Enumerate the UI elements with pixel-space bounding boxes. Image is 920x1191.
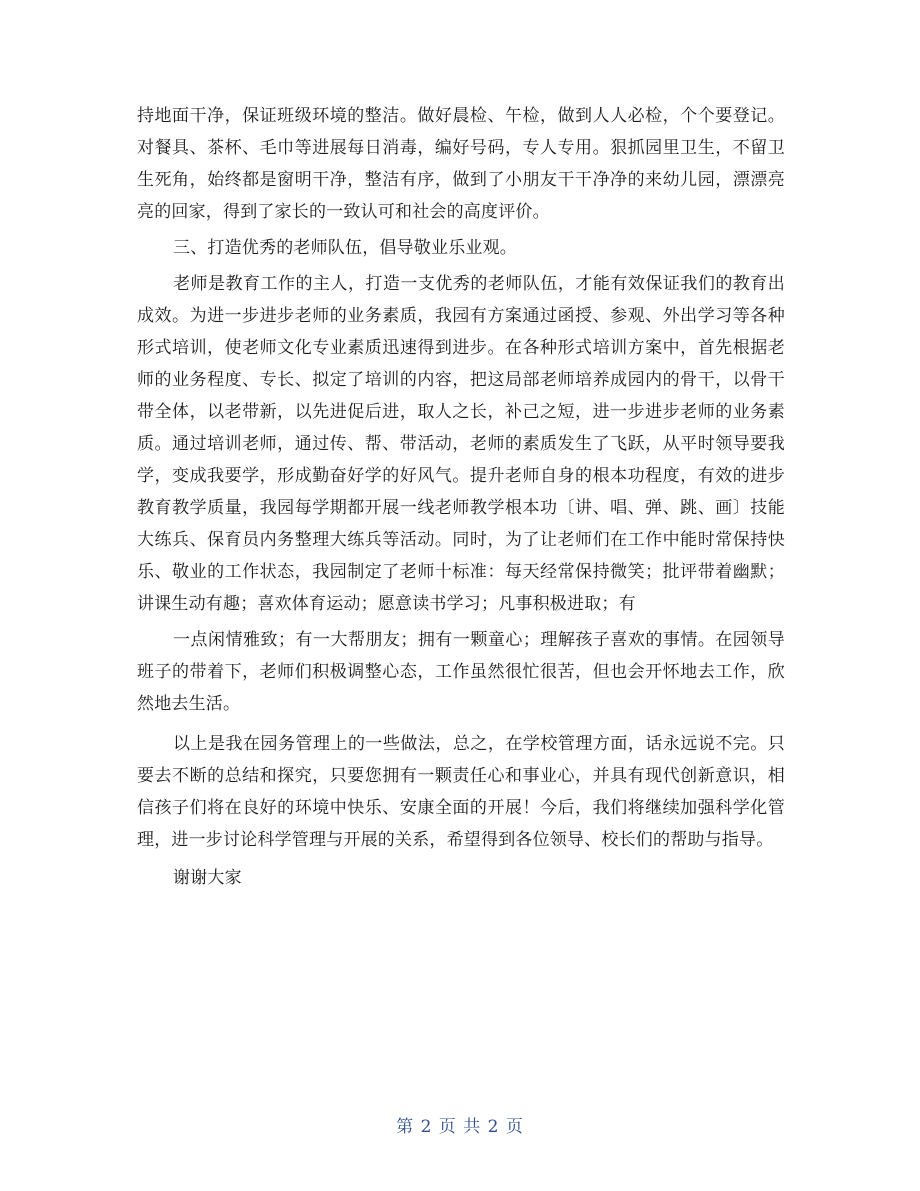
footer-total-pages: 2 bbox=[487, 1117, 500, 1137]
paragraph-conclusion: 以上是我在园务管理上的一些做法，总之，在学校管理方面，话永远说不完。只要去不断的总结和探究，只要您拥有一颗责任心和事业心，并具有现代创新意识，相信孩子们将在良好的环境中快乐、安康全面的开展！今后，我们将继续加强科学化管理，进一步讨论科学管理与开展的关系，希望得到各位领导、校长们的帮助与指导。 bbox=[137, 734, 785, 850]
section-heading-teachers: 三、打造优秀的老师队伍，倡导敬业乐业观。 bbox=[173, 238, 517, 258]
paragraph-teacher-training: 老师是教育工作的主人，打造一支优秀的老师队伍，才能有效保证我们的教育出成效。为进一步进步老师的业务素质，我园有方案通过函授、参观、外出学习等各种形式培训，使老师文化专业素质迅速得到进步。在各种形式培训方案中，首先根据老师的业务程度、专长、拟定了培训的内容，把这局部老师培养成园内的骨干，以骨干带全体，以老带新，以先进促后进，取人之长，补己之短，进一步进步老师的业务素质。通过培训老师，通过传、帮、带活动，老师的素质发生了飞跃，从平时领导要我学，变成我要学，形成勤奋好学的好风气。提升老师自身的根本功程度，有效的进步教育教学质量，我园每学期都开展一线老师教学根本功〔讲、唱、弹、跳、画〕技能大练兵、保育员内务整理大练兵等活动。同时，为了让老师们在工作中能时常保持快乐、敬业的工作状态，我园制定了老师十标准：每天经常保持微笑；批评带着幽默；讲课生动有趣；喜欢体育运动；愿意读书学习；凡事积极进取；有 bbox=[137, 274, 785, 614]
footer-label-total-unit: 页 bbox=[505, 1117, 524, 1137]
document-body bbox=[137, 100, 785, 902]
page-footer bbox=[0, 1112, 920, 1137]
paragraph-teacher-attitude: 一点闲情雅致；有一大帮朋友；拥有一颗童心；理解孩子喜欢的事情。在园领导班子的带着下，老师们积极调整心态，工作虽然很忙很苦，但也会开怀地去工作，欣然地去生活。 bbox=[137, 630, 785, 714]
closing-thanks: 谢谢大家 bbox=[173, 868, 242, 888]
footer-label-total: 共 bbox=[463, 1117, 482, 1137]
footer-label-page-unit: 页 bbox=[438, 1117, 457, 1137]
paragraph-hygiene: 持地面干净，保证班级环境的整洁。做好晨检、午检，做到人人必检，个个要登记。对餐具、茶杯、毛巾等进展每日消毒，编好号码，专人专用。狠抓园里卫生，不留卫生死角，始终都是窗明干净，整洁有序，做到了小朋友干干净净的来幼儿园，漂漂亮亮的回家，得到了家长的一致认可和社会的高度评价。 bbox=[137, 106, 785, 222]
footer-label-page: 第 bbox=[396, 1117, 415, 1137]
footer-current-page: 2 bbox=[420, 1117, 433, 1137]
